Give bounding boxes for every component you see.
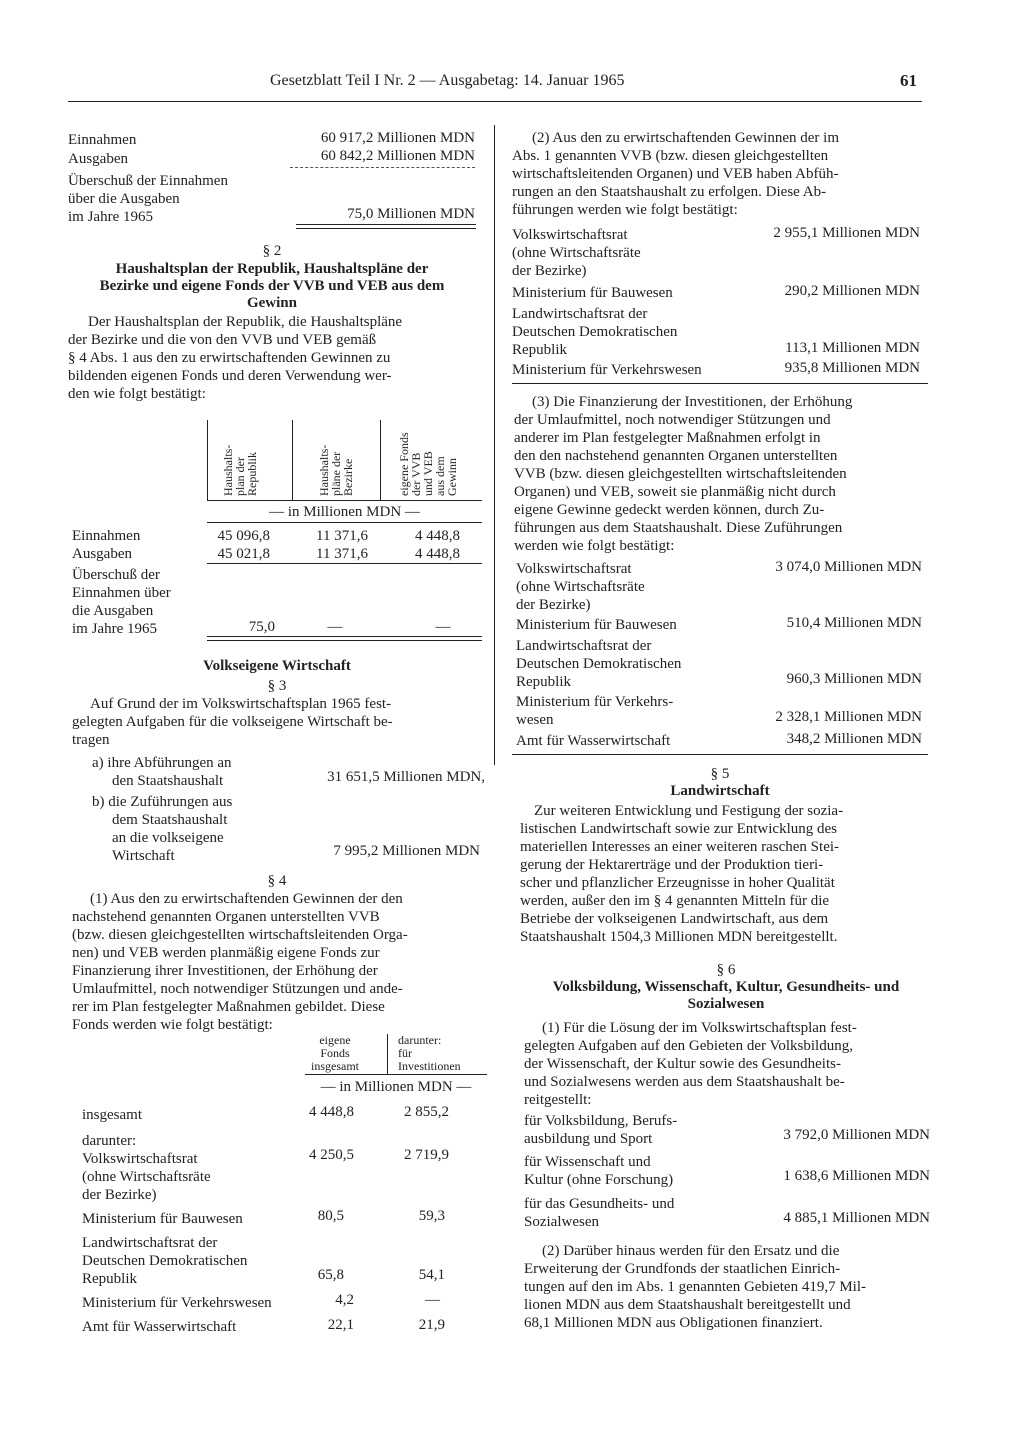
p3-row-value: 3 074,0 Millionen MDN xyxy=(775,559,922,575)
s6-text2-line: (2) Darüber hinaus werden für den Ersatz und die xyxy=(542,1243,840,1259)
p3-row-value: 348,2 Millionen MDN xyxy=(786,731,922,747)
s6-row-value: 4 885,1 Millionen MDN xyxy=(783,1210,930,1226)
s4-insgesamt-label: insgesamt xyxy=(82,1107,142,1123)
p2-row-label-line: der Bezirke) xyxy=(512,263,587,279)
p2-bottom-rule xyxy=(512,383,928,384)
s2-text-line: der Bezirke und die von den VVB und VEB gemäß xyxy=(68,332,377,348)
s2-table-unit-rule xyxy=(207,522,482,523)
p3-row-label-line: Ministerium für Bauwesen xyxy=(516,617,677,633)
p3-text-line: VVB (bzw. diesen gleichgestellten wirtschaftsleitenden xyxy=(514,466,847,482)
s2-row-label: Einnahmen xyxy=(72,528,141,544)
p2-row-label-line: Landwirtschaftsrat der xyxy=(512,306,648,322)
s2-table-header-rule xyxy=(207,500,482,501)
intro-einnahmen-label: Einnahmen xyxy=(68,132,137,148)
s4-unit: — in Millionen MDN — xyxy=(320,1079,472,1095)
s4-col2-header-line: Investitionen xyxy=(398,1059,461,1073)
s5-text-line: Staatshaushalt 1504,3 Millionen MDN bereitgestellt. xyxy=(520,929,838,945)
s2-rows-rule xyxy=(207,563,482,564)
p3-text-line: werden wie folgt bestätigt: xyxy=(514,538,675,554)
s4-row-label-line: Volkswirtschaftsrat xyxy=(82,1151,198,1167)
s4-col1-header-line: insgesamt xyxy=(311,1059,359,1073)
s6-row-value: 3 792,0 Millionen MDN xyxy=(783,1127,930,1143)
s4-row-v2: 21,9 xyxy=(418,1317,445,1333)
s4-darunter-label: darunter: xyxy=(82,1133,137,1149)
p2-row-value: 2 955,1 Millionen MDN xyxy=(773,225,920,241)
s3-item-b-line: b) die Zuführungen aus xyxy=(92,794,233,810)
page-header-title: Gesetzblatt Teil I Nr. 2 — Ausgabetag: 14. Januar 1965 xyxy=(270,72,625,89)
s6-heading-line: Volksbildung, Wissenschaft, Kultur, Gesundheits- und xyxy=(552,979,900,995)
s2-heading-line: Gewinn xyxy=(246,295,297,311)
s2-heading-line: Bezirke und eigene Fonds der VVB und VEB aus dem xyxy=(99,278,445,294)
p3-row-label-line: wesen xyxy=(516,712,554,728)
s4-text-line: (bzw. diesen gleichgestellten wirtschaftsleitenden Orga- xyxy=(72,927,408,943)
s2-row-v2: 11 371,6 xyxy=(316,546,368,562)
s4-text-line: nen) und VEB werden planmäßig eigene Fonds zur xyxy=(72,945,380,961)
p2-text-line: (2) Aus den zu erwirtschaftenden Gewinnen der im xyxy=(532,130,839,146)
s5-text-line: materiellen Interesses an einer weiteren raschen Stei- xyxy=(520,839,840,855)
intro-ausgaben-value: 60 842,2 Millionen MDN xyxy=(320,148,475,164)
s4-row-v1: 4 250,5 xyxy=(309,1147,354,1163)
s6-text2-line: 68,1 Millionen MDN aus Obligationen finanziert. xyxy=(524,1315,823,1331)
p2-row-value: 935,8 Millionen MDN xyxy=(784,360,920,376)
page-number: 61 xyxy=(900,71,917,90)
p3-text-line: anderer im Plan festgelegter Maßnahmen erfolgt in xyxy=(514,430,821,446)
s6-text-line: der Wissenschaft, der Kultur sowie des Gesundheits- xyxy=(524,1056,841,1072)
s2-row-v2: 11 371,6 xyxy=(316,528,368,544)
s4-number: § 4 xyxy=(267,873,287,889)
s2-text-line: den wie folgt bestätigt: xyxy=(68,386,206,402)
s2-col-header-fonds: eigene Fonds der VVB und VEB aus dem Gewinn xyxy=(397,432,459,496)
s4-insgesamt-v1: 4 448,8 xyxy=(309,1104,354,1120)
p3-row-label-line: Deutschen Demokratischen xyxy=(516,656,682,672)
p3-text-line: den den nachstehend genannten Organen unterstellten xyxy=(514,448,838,464)
s4-row-v2: 2 719,9 xyxy=(404,1147,449,1163)
p2-row-value: 113,1 Millionen MDN xyxy=(785,340,920,356)
s6-text-line: gelegten Aufgaben auf den Gebieten der Volksbildung, xyxy=(524,1038,853,1054)
s4-row-label-line: der Bezirke) xyxy=(82,1187,157,1203)
s5-heading: Landwirtschaft xyxy=(670,783,770,799)
p2-text-line: rungen an den Staatshaushalt zu erfolgen. Diese Ab- xyxy=(512,184,827,200)
s2-col-header-bezirke: Haushalts- pläne der Bezirke xyxy=(317,444,355,496)
s2-surplus-double-rule xyxy=(207,636,482,641)
s6-text2-line: lionen MDN aus dem Staatshaushalt bereitgestellt und xyxy=(524,1297,851,1313)
s2-table-vline xyxy=(207,420,208,500)
s2-surplus-line: Überschuß der xyxy=(72,567,160,583)
s3-item-b-line: an die volkseigene xyxy=(112,830,224,846)
p2-text-line: Abs. 1 genannten VVB (bzw. diesen gleichgestellten xyxy=(512,148,829,164)
p3-row-label-line: Landwirtschaftsrat der xyxy=(516,638,652,654)
s2-table-vline xyxy=(292,420,293,500)
intro-ueberschuss-line: über die Ausgaben xyxy=(68,191,180,207)
header-rule xyxy=(68,101,922,102)
s4-col2-header-line: darunter: xyxy=(398,1033,442,1047)
s3-item-a-value: 31 651,5 Millionen MDN, xyxy=(327,769,485,785)
s4-text-line: Finanzierung ihrer Investitionen, der Erhöhung der xyxy=(72,963,378,979)
s5-text-line: listischen Landwirtschaft sowie zur Entwicklung des xyxy=(520,821,838,837)
p2-row-label-line: Republik xyxy=(512,342,567,358)
s2-number: § 2 xyxy=(262,243,282,259)
s6-row-label-line: ausbildung und Sport xyxy=(524,1131,653,1147)
s4-col2-header-line: für xyxy=(398,1046,412,1060)
s4-table-vline xyxy=(387,1034,388,1074)
s5-number: § 5 xyxy=(710,766,730,782)
s4-text-line: rer im Plan festgelegter Maßnahmen gebildet. Diese xyxy=(72,999,385,1015)
s6-row-label-line: für das Gesundheits- und xyxy=(524,1196,675,1212)
s2-text-line: § 4 Abs. 1 aus den zu erwirtschaftenden Gewinnen zu xyxy=(68,350,391,366)
s2-row-v3: 4 448,8 xyxy=(415,528,460,544)
s6-text2-line: Erweiterung der Grundfonds der staatlichen Einrich- xyxy=(524,1261,841,1277)
p3-text-line: eigene Gewinne gedeckt werden können, durch Zu- xyxy=(514,502,825,518)
s4-text-line: (1) Aus den zu erwirtschaftenden Gewinnen der den xyxy=(90,891,403,907)
p3-text-line: der Umlaufmittel, noch notwendiger Stützungen und xyxy=(514,412,831,428)
s4-row-label-line: Deutschen Demokratischen xyxy=(82,1253,248,1269)
s4-row-label-line: Republik xyxy=(82,1271,137,1287)
s4-row-v1: 22,1 xyxy=(327,1317,354,1333)
s4-row-label-line: Amt für Wasserwirtschaft xyxy=(82,1319,237,1335)
p3-text-line: Organen) und VEB, soweit sie planmäßig nicht durch xyxy=(514,484,836,500)
intro-ueberschuss-line: im Jahre 1965 xyxy=(68,209,153,225)
s6-row-value: 1 638,6 Millionen MDN xyxy=(783,1168,930,1184)
s4-row-v2: — xyxy=(425,1292,440,1308)
s2-heading-line: Haushaltsplan der Republik, Haushaltspläne der xyxy=(115,261,429,277)
s3-item-b-line: dem Staatshaushalt xyxy=(112,812,228,828)
s2-text-line: Der Haushaltsplan der Republik, die Haushaltspläne xyxy=(88,314,403,330)
intro-ueberschuss-value: 75,0 Millionen MDN xyxy=(347,206,475,222)
s6-text-line: (1) Für die Lösung der im Volkswirtschaftsplan fest- xyxy=(542,1020,857,1036)
intro-ueberschuss-line: Überschuß der Einnahmen xyxy=(68,173,228,189)
s2-col-header-republik: Haushalts- plan der Republik xyxy=(221,444,259,496)
p3-row-label-line: Ministerium für Verkehrs- xyxy=(516,694,674,710)
p3-row-value: 2 328,1 Millionen MDN xyxy=(775,709,922,725)
p2-row-label-line: Volkswirtschaftsrat xyxy=(512,227,628,243)
p3-row-label-line: Amt für Wasserwirtschaft xyxy=(516,733,671,749)
s4-col1-header-line: Fonds xyxy=(320,1046,350,1060)
s5-text-line: werden, außer den im § 4 genannten Mitteln für die xyxy=(520,893,830,909)
s6-text-line: reitgestellt: xyxy=(524,1092,592,1108)
s4-col1-header-line: eigene xyxy=(319,1033,351,1047)
s3-item-a-line: den Staatshaushalt xyxy=(112,773,224,789)
intro-double-rule xyxy=(296,224,476,229)
p3-text-line: führungen aus dem Staatshaushalt. Diese Zuführungen xyxy=(514,520,843,536)
s6-number: § 6 xyxy=(716,962,736,978)
intro-ausgaben-label: Ausgaben xyxy=(68,151,128,167)
s2-unit: — in Millionen MDN — xyxy=(269,504,420,520)
p3-text-line: (3) Die Finanzierung der Investitionen, der Erhöhung xyxy=(532,394,853,410)
p2-row-label-line: Ministerium für Bauwesen xyxy=(512,285,673,301)
s4-insgesamt-v2: 2 855,2 xyxy=(404,1104,449,1120)
s4-row-label-line: (ohne Wirtschaftsräte xyxy=(82,1169,211,1185)
s2-row-label: Ausgaben xyxy=(72,546,132,562)
s6-heading-line: Sozialwesen xyxy=(687,996,765,1012)
s4-text-line: nachstehend genannten Organen unterstellten VVB xyxy=(72,909,380,925)
s2-surplus-v2: — xyxy=(327,619,343,635)
p3-row-label-line: Republik xyxy=(516,674,571,690)
p2-row-value: 290,2 Millionen MDN xyxy=(784,283,920,299)
s4-row-v2: 59,3 xyxy=(418,1208,445,1224)
s2-text-line: bildenden eigenen Fonds und deren Verwendung wer- xyxy=(68,368,392,384)
s4-row-v1: 4,2 xyxy=(335,1292,354,1308)
s3-item-b-line: Wirtschaft xyxy=(112,848,175,864)
p3-row-label-line: Volkswirtschaftsrat xyxy=(516,561,632,577)
s6-row-label-line: Sozialwesen xyxy=(524,1214,599,1230)
s6-row-label-line: für Volksbildung, Berufs- xyxy=(524,1113,678,1129)
p2-row-label-line: (ohne Wirtschaftsräte xyxy=(512,245,641,261)
p3-row-value: 510,4 Millionen MDN xyxy=(786,615,922,631)
s5-text-line: Betriebe der volkseigenen Landwirtschaft, aus dem xyxy=(520,911,829,927)
s3-item-b-value: 7 995,2 Millionen MDN xyxy=(333,843,480,859)
s5-text-line: Zur weiteren Entwicklung und Festigung der sozia- xyxy=(534,803,844,819)
s4-row-v2: 54,1 xyxy=(418,1267,445,1283)
s3-number: § 3 xyxy=(267,678,287,694)
p2-row-label-line: Deutschen Demokratischen xyxy=(512,324,678,340)
column-divider xyxy=(494,125,495,765)
s4-row-label-line: Landwirtschaftsrat der xyxy=(82,1235,218,1251)
s5-text-line: scher und pflanzlicher Erzeugnisse in hoher Qualität xyxy=(520,875,835,891)
s3-text-line: tragen xyxy=(72,732,110,748)
intro-dashed-rule xyxy=(290,167,475,168)
s2-row-v1: 45 096,8 xyxy=(217,528,270,544)
s2-surplus-line: im Jahre 1965 xyxy=(72,621,157,637)
s6-row-label-line: für Wissenschaft und xyxy=(524,1154,651,1170)
s4-row-v1: 65,8 xyxy=(317,1267,344,1283)
s2-table-vline xyxy=(380,420,381,500)
s2-surplus-v3: — xyxy=(435,619,451,635)
s4-row-label-line: Ministerium für Bauwesen xyxy=(82,1211,243,1227)
s2-surplus-line: die Ausgaben xyxy=(72,603,154,619)
p2-row-label-line: Ministerium für Verkehrswesen xyxy=(512,362,702,378)
s4-row-v1: 80,5 xyxy=(317,1208,344,1224)
s2-row-v3: 4 448,8 xyxy=(415,546,460,562)
p2-text-line: wirtschaftsleitenden Organen) und VEB haben Abfüh- xyxy=(512,166,839,182)
s5-text-line: gerung der Hektarerträge und der Produktion tieri- xyxy=(520,857,824,873)
p3-row-label-line: der Bezirke) xyxy=(516,597,591,613)
s2-row-v1: 45 021,8 xyxy=(217,546,270,562)
s3-text-line: Auf Grund der im Volkswirtschaftsplan 1965 fest- xyxy=(90,696,392,712)
p3-row-value: 960,3 Millionen MDN xyxy=(786,671,922,687)
s3-text-line: gelegten Aufgaben für die volkseigene Wirtschaft be- xyxy=(72,714,393,730)
s6-text-line: und Sozialwesens werden aus dem Staatshaushalt be- xyxy=(524,1074,845,1090)
s6-row-label-line: Kultur (ohne Forschung) xyxy=(524,1172,674,1188)
s6-text2-line: tungen auf den im Abs. 1 genannten Gebieten 419,7 Mil- xyxy=(524,1279,867,1295)
s4-table-header-rule xyxy=(305,1074,487,1075)
p3-row-label-line: (ohne Wirtschaftsräte xyxy=(516,579,645,595)
s2-surplus-v1: 75,0 xyxy=(248,619,275,635)
s2-surplus-line: Einnahmen über xyxy=(72,585,171,601)
ve-heading: Volkseigene Wirtschaft xyxy=(203,658,351,674)
p3-bottom-rule xyxy=(512,754,928,755)
s4-text-line: Umlaufmittel, noch notwendiger Stützungen und ande- xyxy=(72,981,403,997)
s4-row-label-line: Ministerium für Verkehrswesen xyxy=(82,1295,272,1311)
s4-text-line: Fonds werden wie folgt bestätigt: xyxy=(72,1017,273,1033)
intro-einnahmen-value: 60 917,2 Millionen MDN xyxy=(320,130,475,146)
s3-item-a-line: a) ihre Abführungen an xyxy=(92,755,232,771)
p2-text-line: führungen werden wie folgt bestätigt: xyxy=(512,202,738,218)
